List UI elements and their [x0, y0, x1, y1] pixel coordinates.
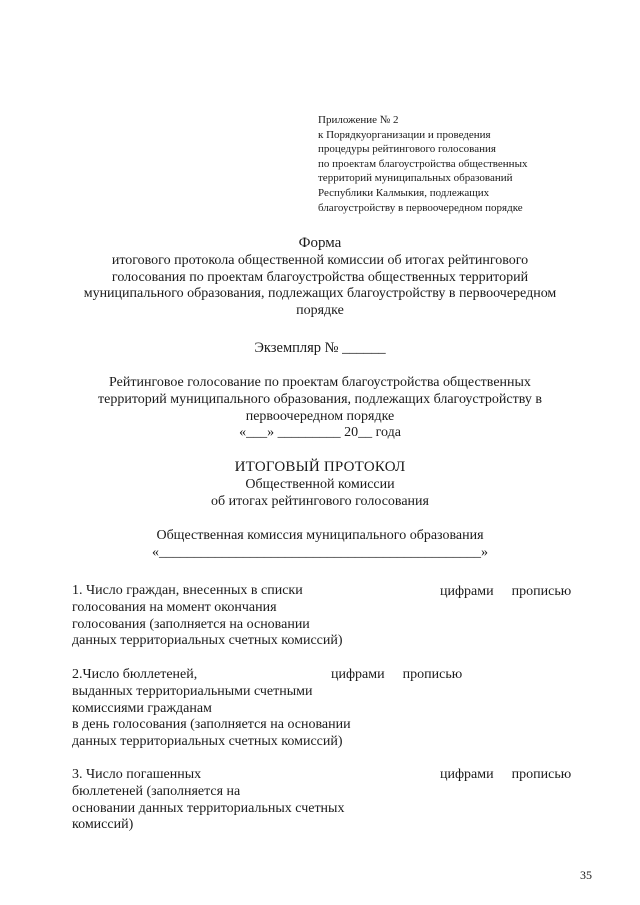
item-line: в день голосования (заполняется на основании [72, 717, 351, 733]
instance-number: Экземпляр № ______ [254, 340, 386, 356]
words-column-header: прописью [511, 584, 572, 599]
form-description-line: голосования по проектам благоустройства общественных территорий [111, 269, 529, 285]
item-line: комиссий) [72, 817, 134, 833]
page-number: 35 [580, 868, 592, 882]
item-line: голосования (заполняется на основании [72, 616, 310, 632]
digits-column-header: цифрами [440, 584, 494, 599]
rating-line: первоочередном порядке [245, 408, 395, 424]
form-description [40, 253, 600, 319]
protocol-subtitle [40, 476, 600, 510]
item-3-columns [440, 767, 571, 783]
item-line: бюллетеней (заполняется на [72, 783, 241, 799]
digits-column-header: цифрами [331, 667, 385, 682]
item-line: 2.Число бюллетеней, [72, 667, 198, 682]
item-line: данных территориальных счетных комиссий) [72, 633, 343, 649]
commission-block [40, 527, 600, 561]
form-description-line: итогового протокола общественной комиссии об итогах рейтингового [111, 253, 529, 268]
item-line: основании данных территориальных счетных [72, 800, 345, 816]
item-line: 1. Число граждан, внесенных в списки [72, 583, 303, 598]
appendix-line: к Порядкуорганизации и проведения [318, 128, 491, 141]
item-1-columns [440, 584, 571, 600]
item-1-label [72, 583, 343, 650]
commission-label: Общественная комиссия муниципального образования [156, 528, 484, 543]
item-line: комиссиями гражданам [72, 700, 212, 716]
appendix-header [318, 113, 618, 215]
commission-name-blank: «______________________________________________» [152, 545, 488, 560]
item-line: 3. Число погашенных [72, 767, 202, 782]
appendix-line: Республики Калмыкия, подлежащих [318, 186, 490, 199]
protocol-subtitle-line: Общественной комиссии [245, 477, 395, 492]
appendix-line: процедуры рейтингового голосования [318, 143, 496, 156]
item-line: голосования на момент окончания [72, 599, 277, 615]
item-3-label [72, 767, 344, 834]
form-description-line: муниципального образования, подлежащих благоустройству в первоочередном [83, 286, 557, 301]
item-2-label [72, 667, 351, 751]
item-line: выданных территориальными счетными [72, 683, 313, 699]
words-column-header: прописью [511, 767, 572, 782]
appendix-line: по проектам благоустройства общественных [318, 157, 528, 170]
digits-column-header: цифрами [440, 767, 494, 782]
rating-line: Рейтинговое голосование по проектам благоустройства общественных [109, 375, 531, 390]
rating-vote-block [40, 375, 600, 442]
words-column-header: прописью [402, 667, 463, 682]
item-2-columns [331, 667, 462, 683]
item-line: данных территориальных счетных комиссий) [72, 734, 343, 750]
form-description-line: порядке [296, 302, 344, 318]
appendix-line: Приложение № 2 [318, 114, 399, 126]
rating-line: территорий муниципального образования, подлежащих благоустройству в [98, 391, 542, 407]
protocol-subtitle-line: об итогах рейтингового голосования [211, 494, 429, 509]
appendix-line: благоустройству в первоочередном порядке [318, 201, 523, 214]
date-line: «___» _________ 20__ года [239, 425, 401, 441]
form-title: Форма [298, 235, 342, 251]
protocol-title: ИТОГОВЫЙ ПРОТОКОЛ [234, 459, 406, 475]
appendix-line: территорий муниципальных образований [318, 172, 513, 185]
